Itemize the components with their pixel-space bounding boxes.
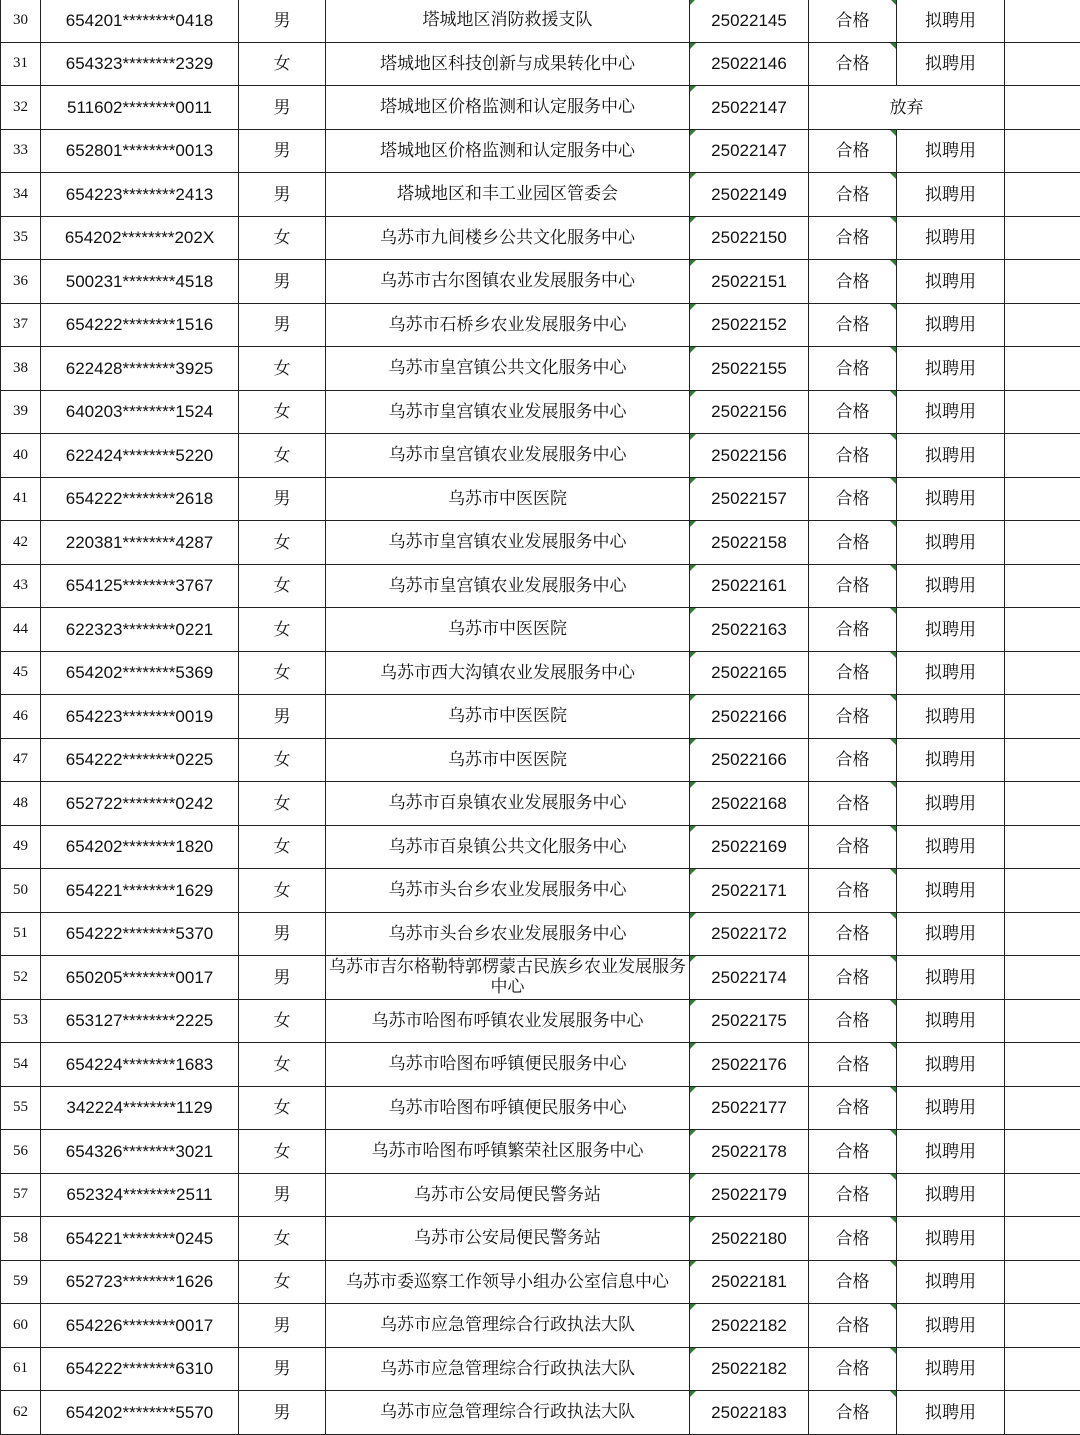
hire-status-cell: 拟聘用	[897, 1347, 1005, 1391]
id-number-cell: 654222********6310	[41, 1347, 239, 1391]
id-number-cell: 652723********1626	[41, 1260, 239, 1304]
post-code-cell: 25022149	[690, 173, 809, 217]
id-number-cell: 654221********0245	[41, 1217, 239, 1261]
unit-name-cell: 乌苏市石桥乡农业发展服务中心	[326, 303, 690, 347]
hire-status-cell: 拟聘用	[897, 216, 1005, 260]
remarks-cell	[1005, 173, 1080, 217]
row-seq-cell: 52	[1, 956, 41, 1000]
post-code-cell: 25022177	[690, 1086, 809, 1130]
post-code-cell: 25022161	[690, 564, 809, 608]
table-row	[1, 782, 1080, 826]
unit-name-cell: 乌苏市吉尔格勒特郭楞蒙古民族乡农业发展服务中心	[326, 956, 690, 1000]
table-row	[1, 260, 1080, 304]
post-code-cell: 25022165	[690, 651, 809, 695]
row-seq-cell: 42	[1, 521, 41, 565]
unit-name-cell: 乌苏市应急管理综合行政执法大队	[326, 1304, 690, 1348]
table-row	[1, 1043, 1080, 1087]
unit-name-cell: 乌苏市委巡察工作领导小组办公室信息中心	[326, 1260, 690, 1304]
id-number-cell: 654221********1629	[41, 869, 239, 913]
table-body	[1, 0, 1080, 1434]
unit-name-cell: 乌苏市哈图布呼镇便民服务中心	[326, 1086, 690, 1130]
remarks-cell	[1005, 869, 1080, 913]
table-row	[1, 1086, 1080, 1130]
gender-cell: 女	[239, 738, 326, 782]
exam-result-cell: 合格	[809, 347, 897, 391]
unit-name-cell: 乌苏市皇宫镇农业发展服务中心	[326, 564, 690, 608]
exam-result-cell: 合格	[809, 434, 897, 478]
table-row	[1, 869, 1080, 913]
row-seq-cell: 31	[1, 42, 41, 86]
post-code-cell: 25022176	[690, 1043, 809, 1087]
unit-name-cell: 乌苏市皇宫镇农业发展服务中心	[326, 434, 690, 478]
unit-name-cell: 乌苏市九间楼乡公共文化服务中心	[326, 216, 690, 260]
row-seq-cell: 48	[1, 782, 41, 826]
unit-name-cell: 乌苏市应急管理综合行政执法大队	[326, 1347, 690, 1391]
row-seq-cell: 59	[1, 1260, 41, 1304]
table-row	[1, 129, 1080, 173]
row-seq-cell: 34	[1, 173, 41, 217]
gender-cell: 女	[239, 608, 326, 652]
remarks-cell	[1005, 86, 1080, 130]
exam-result-cell: 合格	[809, 1130, 897, 1174]
id-number-cell: 654223********0019	[41, 695, 239, 739]
unit-name-cell: 塔城地区和丰工业园区管委会	[326, 173, 690, 217]
id-number-cell: 650205********0017	[41, 956, 239, 1000]
hire-status-cell: 拟聘用	[897, 608, 1005, 652]
exam-result-cell: 合格	[809, 477, 897, 521]
post-code-cell: 25022174	[690, 956, 809, 1000]
table-row	[1, 42, 1080, 86]
gender-cell: 女	[239, 1043, 326, 1087]
remarks-cell	[1005, 303, 1080, 347]
unit-name-cell: 乌苏市头台乡农业发展服务中心	[326, 912, 690, 956]
id-number-cell: 654226********0017	[41, 1304, 239, 1348]
hire-status-cell: 拟聘用	[897, 1130, 1005, 1174]
remarks-cell	[1005, 129, 1080, 173]
row-seq-cell: 62	[1, 1391, 41, 1435]
remarks-cell	[1005, 0, 1080, 42]
gender-cell: 男	[239, 1347, 326, 1391]
table-row	[1, 521, 1080, 565]
hire-status-cell: 拟聘用	[897, 129, 1005, 173]
unit-name-cell: 塔城地区科技创新与成果转化中心	[326, 42, 690, 86]
remarks-cell	[1005, 564, 1080, 608]
row-seq-cell: 32	[1, 86, 41, 130]
exam-result-cell: 合格	[809, 1173, 897, 1217]
hire-status-cell: 拟聘用	[897, 521, 1005, 565]
row-seq-cell: 54	[1, 1043, 41, 1087]
remarks-cell	[1005, 434, 1080, 478]
post-code-cell: 25022145	[690, 0, 809, 42]
unit-name-cell: 乌苏市皇宫镇农业发展服务中心	[326, 521, 690, 565]
exam-result-cell: 合格	[809, 651, 897, 695]
remarks-cell	[1005, 1304, 1080, 1348]
exam-result-cell: 合格	[809, 1086, 897, 1130]
table-row	[1, 825, 1080, 869]
table-row	[1, 1173, 1080, 1217]
exam-result-cell: 合格	[809, 695, 897, 739]
remarks-cell	[1005, 390, 1080, 434]
post-code-cell: 25022183	[690, 1391, 809, 1435]
table-row	[1, 173, 1080, 217]
unit-name-cell: 乌苏市皇宫镇农业发展服务中心	[326, 390, 690, 434]
remarks-cell	[1005, 1086, 1080, 1130]
table-row	[1, 390, 1080, 434]
row-seq-cell: 39	[1, 390, 41, 434]
table-row	[1, 651, 1080, 695]
gender-cell: 女	[239, 347, 326, 391]
hire-status-cell: 拟聘用	[897, 303, 1005, 347]
gender-cell: 女	[239, 999, 326, 1043]
remarks-cell	[1005, 999, 1080, 1043]
exam-result-cell: 合格	[809, 1347, 897, 1391]
exam-result-cell: 合格	[809, 173, 897, 217]
gender-cell: 男	[239, 129, 326, 173]
exam-result-cell: 合格	[809, 825, 897, 869]
unit-name-cell: 乌苏市哈图布呼镇农业发展服务中心	[326, 999, 690, 1043]
gender-cell: 男	[239, 303, 326, 347]
exam-result-cell: 合格	[809, 1260, 897, 1304]
table-row	[1, 1391, 1080, 1435]
post-code-cell: 25022156	[690, 434, 809, 478]
post-code-cell: 25022166	[690, 695, 809, 739]
unit-name-cell: 乌苏市百泉镇农业发展服务中心	[326, 782, 690, 826]
hire-status-cell: 拟聘用	[897, 1173, 1005, 1217]
remarks-cell	[1005, 477, 1080, 521]
id-number-cell: 500231********4518	[41, 260, 239, 304]
post-code-cell: 25022179	[690, 1173, 809, 1217]
remarks-cell	[1005, 782, 1080, 826]
post-code-cell: 25022172	[690, 912, 809, 956]
row-seq-cell: 35	[1, 216, 41, 260]
id-number-cell: 654222********1516	[41, 303, 239, 347]
table-row	[1, 564, 1080, 608]
row-seq-cell: 53	[1, 999, 41, 1043]
remarks-cell	[1005, 608, 1080, 652]
exam-result-cell: 合格	[809, 1043, 897, 1087]
row-seq-cell: 55	[1, 1086, 41, 1130]
table-row	[1, 999, 1080, 1043]
hire-status-cell: 拟聘用	[897, 869, 1005, 913]
id-number-cell: 652722********0242	[41, 782, 239, 826]
row-seq-cell: 61	[1, 1347, 41, 1391]
gender-cell: 男	[239, 0, 326, 42]
exam-result-cell: 合格	[809, 564, 897, 608]
table-row	[1, 738, 1080, 782]
table-row	[1, 608, 1080, 652]
row-seq-cell: 57	[1, 1173, 41, 1217]
table-row	[1, 1130, 1080, 1174]
remarks-cell	[1005, 738, 1080, 782]
id-number-cell: 652324********2511	[41, 1173, 239, 1217]
hire-status-cell: 拟聘用	[897, 173, 1005, 217]
unit-name-cell: 乌苏市古尔图镇农业发展服务中心	[326, 260, 690, 304]
id-number-cell: 640203********1524	[41, 390, 239, 434]
exam-result-cell: 合格	[809, 390, 897, 434]
post-code-cell: 25022171	[690, 869, 809, 913]
unit-name-cell: 乌苏市皇宫镇公共文化服务中心	[326, 347, 690, 391]
gender-cell: 女	[239, 564, 326, 608]
unit-name-cell: 乌苏市哈图布呼镇繁荣社区服务中心	[326, 1130, 690, 1174]
row-seq-cell: 36	[1, 260, 41, 304]
remarks-cell	[1005, 42, 1080, 86]
post-code-cell: 25022182	[690, 1347, 809, 1391]
exam-result-cell: 合格	[809, 0, 897, 42]
hire-status-cell: 拟聘用	[897, 738, 1005, 782]
post-code-cell: 25022155	[690, 347, 809, 391]
gender-cell: 女	[239, 869, 326, 913]
table-row	[1, 303, 1080, 347]
id-number-cell: 654202********5369	[41, 651, 239, 695]
gender-cell: 男	[239, 956, 326, 1000]
exam-result-cell: 合格	[809, 912, 897, 956]
row-seq-cell: 30	[1, 0, 41, 42]
row-seq-cell: 43	[1, 564, 41, 608]
gender-cell: 男	[239, 1304, 326, 1348]
exam-result-cell: 合格	[809, 303, 897, 347]
gender-cell: 女	[239, 42, 326, 86]
gender-cell: 女	[239, 390, 326, 434]
table-row	[1, 1304, 1080, 1348]
post-code-cell: 25022180	[690, 1217, 809, 1261]
gender-cell: 女	[239, 782, 326, 826]
unit-name-cell: 塔城地区价格监测和认定服务中心	[326, 129, 690, 173]
gender-cell: 女	[239, 825, 326, 869]
row-seq-cell: 41	[1, 477, 41, 521]
row-seq-cell: 33	[1, 129, 41, 173]
id-number-cell: 654202********202X	[41, 216, 239, 260]
hire-status-cell: 拟聘用	[897, 825, 1005, 869]
id-number-cell: 654201********0418	[41, 0, 239, 42]
row-seq-cell: 49	[1, 825, 41, 869]
remarks-cell	[1005, 1130, 1080, 1174]
gender-cell: 女	[239, 521, 326, 565]
remarks-cell	[1005, 347, 1080, 391]
remarks-cell	[1005, 521, 1080, 565]
unit-name-cell: 乌苏市中医医院	[326, 608, 690, 652]
gender-cell: 女	[239, 651, 326, 695]
post-code-cell: 25022169	[690, 825, 809, 869]
post-code-cell: 25022147	[690, 86, 809, 130]
exam-result-cell: 合格	[809, 42, 897, 86]
row-seq-cell: 38	[1, 347, 41, 391]
exam-result-cell: 合格	[809, 1217, 897, 1261]
table-row	[1, 0, 1080, 42]
post-code-cell: 25022147	[690, 129, 809, 173]
unit-name-cell: 乌苏市哈图布呼镇便民服务中心	[326, 1043, 690, 1087]
remarks-cell	[1005, 1391, 1080, 1435]
row-seq-cell: 56	[1, 1130, 41, 1174]
hire-status-cell: 拟聘用	[897, 912, 1005, 956]
post-code-cell: 25022166	[690, 738, 809, 782]
hire-status-cell: 拟聘用	[897, 1260, 1005, 1304]
exam-result-cell: 合格	[809, 608, 897, 652]
post-code-cell: 25022182	[690, 1304, 809, 1348]
exam-result-cell: 合格	[809, 216, 897, 260]
gender-cell: 男	[239, 1391, 326, 1435]
exam-result-cell: 合格	[809, 521, 897, 565]
hire-status-cell: 拟聘用	[897, 1391, 1005, 1435]
unit-name-cell: 塔城地区价格监测和认定服务中心	[326, 86, 690, 130]
gender-cell: 男	[239, 86, 326, 130]
id-number-cell: 654202********5570	[41, 1391, 239, 1435]
exam-result-cell: 合格	[809, 1391, 897, 1435]
gender-cell: 女	[239, 1217, 326, 1261]
row-seq-cell: 50	[1, 869, 41, 913]
id-number-cell: 653127********2225	[41, 999, 239, 1043]
gender-cell: 男	[239, 477, 326, 521]
hire-status-cell: 拟聘用	[897, 782, 1005, 826]
table-row	[1, 86, 1080, 130]
post-code-cell: 25022156	[690, 390, 809, 434]
row-seq-cell: 51	[1, 912, 41, 956]
gender-cell: 男	[239, 1173, 326, 1217]
table-row	[1, 347, 1080, 391]
id-number-cell: 654323********2329	[41, 42, 239, 86]
withdrawn-status-cell: 放弃	[809, 86, 1005, 130]
hire-status-cell: 拟聘用	[897, 477, 1005, 521]
table-row	[1, 695, 1080, 739]
exam-result-cell: 合格	[809, 782, 897, 826]
id-number-cell: 622428********3925	[41, 347, 239, 391]
remarks-cell	[1005, 1043, 1080, 1087]
remarks-cell	[1005, 825, 1080, 869]
remarks-cell	[1005, 1260, 1080, 1304]
unit-name-cell: 乌苏市应急管理综合行政执法大队	[326, 1391, 690, 1435]
hire-status-cell: 拟聘用	[897, 651, 1005, 695]
unit-name-cell: 乌苏市中医医院	[326, 477, 690, 521]
post-code-cell: 25022168	[690, 782, 809, 826]
gender-cell: 男	[239, 173, 326, 217]
hire-status-cell: 拟聘用	[897, 956, 1005, 1000]
row-seq-cell: 47	[1, 738, 41, 782]
remarks-cell	[1005, 912, 1080, 956]
row-seq-cell: 44	[1, 608, 41, 652]
unit-name-cell: 乌苏市中医医院	[326, 695, 690, 739]
id-number-cell: 622323********0221	[41, 608, 239, 652]
row-seq-cell: 40	[1, 434, 41, 478]
table-row	[1, 956, 1080, 1000]
exam-result-cell: 合格	[809, 129, 897, 173]
hire-status-cell: 拟聘用	[897, 1043, 1005, 1087]
id-number-cell: 654125********3767	[41, 564, 239, 608]
exam-result-cell: 合格	[809, 956, 897, 1000]
unit-name-cell: 乌苏市中医医院	[326, 738, 690, 782]
remarks-cell	[1005, 260, 1080, 304]
post-code-cell: 25022178	[690, 1130, 809, 1174]
id-number-cell: 654326********3021	[41, 1130, 239, 1174]
post-code-cell: 25022151	[690, 260, 809, 304]
gender-cell: 女	[239, 1086, 326, 1130]
row-seq-cell: 60	[1, 1304, 41, 1348]
unit-name-cell: 塔城地区消防救援支队	[326, 0, 690, 42]
unit-name-cell: 乌苏市头台乡农业发展服务中心	[326, 869, 690, 913]
row-seq-cell: 58	[1, 1217, 41, 1261]
remarks-cell	[1005, 216, 1080, 260]
post-code-cell: 25022163	[690, 608, 809, 652]
unit-name-cell: 乌苏市公安局便民警务站	[326, 1217, 690, 1261]
hire-status-cell: 拟聘用	[897, 347, 1005, 391]
table-row	[1, 1260, 1080, 1304]
post-code-cell: 25022158	[690, 521, 809, 565]
gender-cell: 女	[239, 216, 326, 260]
exam-result-cell: 合格	[809, 869, 897, 913]
hire-status-cell: 拟聘用	[897, 999, 1005, 1043]
post-code-cell: 25022157	[690, 477, 809, 521]
exam-result-cell: 合格	[809, 260, 897, 304]
hire-status-cell: 拟聘用	[897, 434, 1005, 478]
post-code-cell: 25022175	[690, 999, 809, 1043]
post-code-cell: 25022150	[690, 216, 809, 260]
exam-result-cell: 合格	[809, 999, 897, 1043]
row-seq-cell: 45	[1, 651, 41, 695]
id-number-cell: 654223********2413	[41, 173, 239, 217]
post-code-cell: 25022181	[690, 1260, 809, 1304]
remarks-cell	[1005, 1173, 1080, 1217]
id-number-cell: 652801********0013	[41, 129, 239, 173]
hire-status-cell: 拟聘用	[897, 390, 1005, 434]
id-number-cell: 622424********5220	[41, 434, 239, 478]
remarks-cell	[1005, 956, 1080, 1000]
remarks-cell	[1005, 1347, 1080, 1391]
gender-cell: 女	[239, 1130, 326, 1174]
gender-cell: 女	[239, 434, 326, 478]
hire-status-cell: 拟聘用	[897, 260, 1005, 304]
unit-name-cell: 乌苏市西大沟镇农业发展服务中心	[326, 651, 690, 695]
exam-result-cell: 合格	[809, 1304, 897, 1348]
id-number-cell: 511602********0011	[41, 86, 239, 130]
id-number-cell: 342224********1129	[41, 1086, 239, 1130]
id-number-cell: 654202********1820	[41, 825, 239, 869]
hire-status-cell: 拟聘用	[897, 1304, 1005, 1348]
table-row	[1, 912, 1080, 956]
gender-cell: 男	[239, 912, 326, 956]
table-row	[1, 1347, 1080, 1391]
id-number-cell: 220381********4287	[41, 521, 239, 565]
id-number-cell: 654224********1683	[41, 1043, 239, 1087]
hire-status-cell: 拟聘用	[897, 564, 1005, 608]
remarks-cell	[1005, 1217, 1080, 1261]
hire-status-cell: 拟聘用	[897, 0, 1005, 42]
hire-status-cell: 拟聘用	[897, 695, 1005, 739]
exam-result-cell: 合格	[809, 738, 897, 782]
remarks-cell	[1005, 651, 1080, 695]
gender-cell: 男	[239, 260, 326, 304]
gender-cell: 女	[239, 1260, 326, 1304]
table-row	[1, 1217, 1080, 1261]
id-number-cell: 654222********5370	[41, 912, 239, 956]
table-row	[1, 434, 1080, 478]
remarks-cell	[1005, 695, 1080, 739]
gender-cell: 男	[239, 695, 326, 739]
table-row	[1, 477, 1080, 521]
unit-name-cell: 乌苏市公安局便民警务站	[326, 1173, 690, 1217]
row-seq-cell: 46	[1, 695, 41, 739]
hire-status-cell: 拟聘用	[897, 42, 1005, 86]
hire-status-cell: 拟聘用	[897, 1217, 1005, 1261]
row-seq-cell: 37	[1, 303, 41, 347]
post-code-cell: 25022152	[690, 303, 809, 347]
table-row	[1, 216, 1080, 260]
unit-name-cell: 乌苏市百泉镇公共文化服务中心	[326, 825, 690, 869]
hire-status-cell: 拟聘用	[897, 1086, 1005, 1130]
post-code-cell: 25022146	[690, 42, 809, 86]
id-number-cell: 654222********0225	[41, 738, 239, 782]
id-number-cell: 654222********2618	[41, 477, 239, 521]
